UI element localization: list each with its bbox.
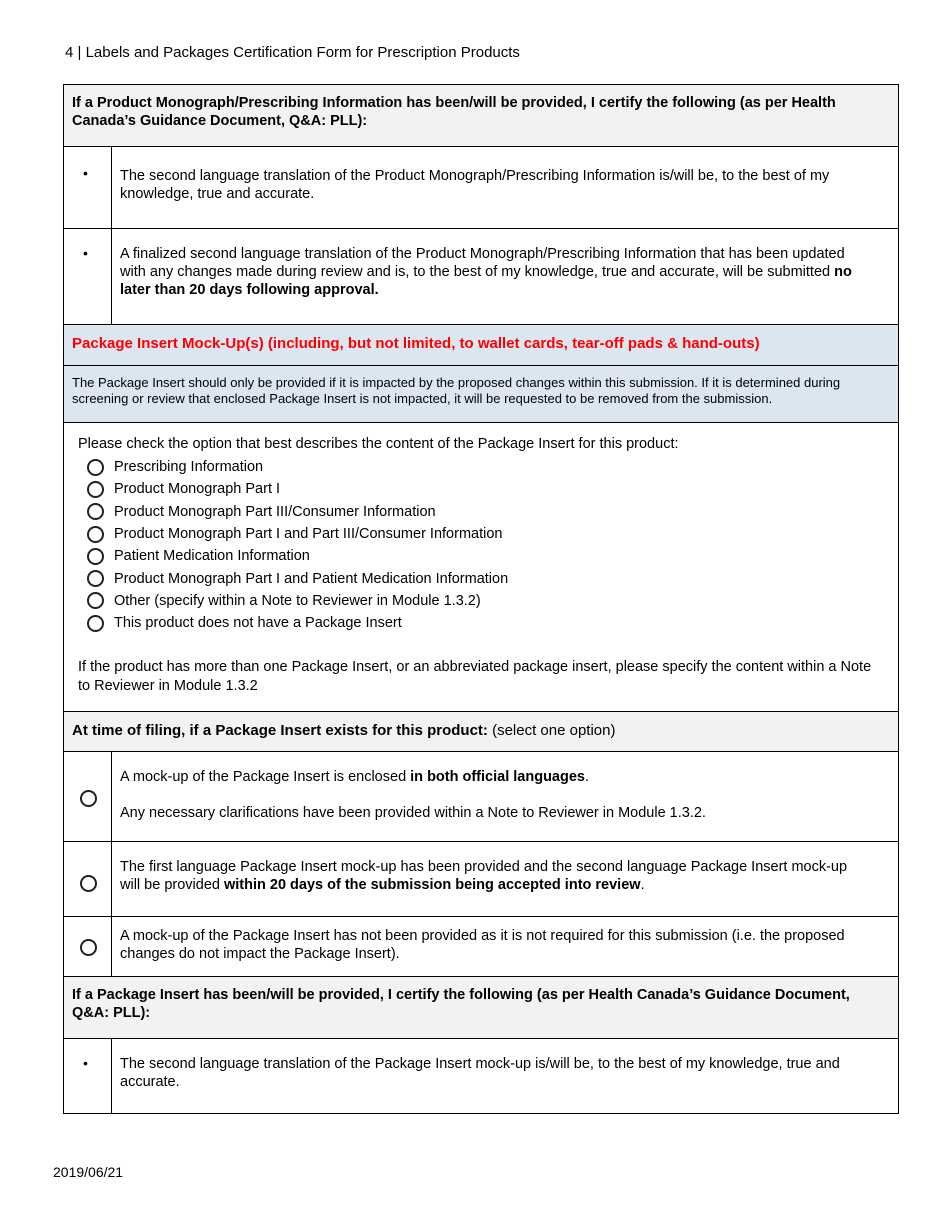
pi-cert-item-1: The second language translation of the Package Insert mock-up is/will be, to the best of my knowledge, true and accurate.	[120, 1056, 840, 1090]
radio-button[interactable]	[87, 503, 104, 520]
radio-button[interactable]	[87, 459, 104, 476]
pi-cert-heading: If a Package Insert has been/will be provided, I certify the following (as per Health Canada’s Guidance Document, Q&A: PLL):	[72, 987, 850, 1021]
option-no-package-insert[interactable]: This product does not have a Package Insert	[78, 612, 884, 634]
filing-option-2: The first language Package Insert mock-up has been provided and the second language Package Insert mock-up will be provided within 20 days of the submission being accepted into review.	[120, 859, 848, 893]
option-pm-part-1[interactable]: Product Monograph Part I	[78, 478, 884, 500]
package-insert-note: The Package Insert should only be provided if it is impacted by the proposed changes within this submission. If it is determined during screening or review that enclosed Package Insert is not impacted, it will be requested to be removed from the submission.	[72, 375, 841, 406]
bullet-icon: •	[83, 1055, 88, 1071]
filing-heading: At time of filing, if a Package Insert exists for this product: (select one option)	[72, 722, 616, 739]
pm-cert-item-1: The second language translation of the Product Monograph/Prescribing Information is/will be, to the best of my knowledge, true and accurate.	[120, 168, 830, 202]
filing-option-3-row	[64, 917, 898, 977]
option-other[interactable]: Other (specify within a Note to Reviewer in Module 1.3.2)	[78, 590, 884, 612]
filing-option-3-radio[interactable]	[80, 939, 97, 956]
filing-option-2-radio[interactable]	[80, 875, 97, 892]
bullet-icon: •	[83, 245, 88, 261]
pm-cert-item-2-row	[64, 229, 898, 325]
radio-button[interactable]	[87, 615, 104, 632]
filing-heading-row	[64, 712, 898, 752]
option-pm-part-3[interactable]: Product Monograph Part III/Consumer Information	[78, 501, 884, 523]
option-pm-part-1-and-pmi[interactable]: Product Monograph Part I and Patient Medication Information	[78, 567, 884, 589]
filing-option-2-row	[64, 842, 898, 917]
page-footer-date: 2019/06/21	[53, 1164, 124, 1180]
option-prescribing-information[interactable]: Prescribing Information	[78, 456, 884, 478]
pm-cert-item-2: A finalized second language translation of the Product Monograph/Prescribing Information that has been updated with any changes made during review and is, to the best of my knowledge, true and accurate, will be submitted no later than 20 days following approval.	[120, 246, 852, 298]
page-header: 4 | Labels and Packages Certification Form for Prescription Products	[65, 44, 520, 61]
certification-form-table	[63, 84, 899, 1114]
pm-cert-heading: If a Product Monograph/Prescribing Information has been/will be provided, I certify the following (as per Health Canada’s Guidance Document, Q&A: PLL):	[72, 95, 836, 129]
radio-button[interactable]	[87, 592, 104, 609]
package-insert-heading: Package Insert Mock-Up(s) (including, but not limited, to wallet cards, tear-off pads & hand-outs)	[72, 335, 760, 352]
option-pm-part-1-and-3[interactable]: Product Monograph Part I and Part III/Consumer Information	[78, 523, 884, 545]
pm-cert-heading-row	[64, 85, 898, 147]
option-patient-medication-info[interactable]: Patient Medication Information	[78, 545, 884, 567]
multiple-insert-note: If the product has more than one Package Insert, or an abbreviated package insert, please specify the content within a Note to Reviewer in Module 1.3.2	[78, 659, 872, 695]
radio-button[interactable]	[87, 526, 104, 543]
radio-button[interactable]	[87, 548, 104, 565]
filing-option-3: A mock-up of the Package Insert has not been provided as it is not required for this submission (i.e. the proposed changes do not impact the Package Insert).	[120, 928, 845, 962]
pi-cert-item-1-row	[64, 1039, 898, 1113]
pi-cert-heading-row	[64, 977, 898, 1039]
package-insert-heading-row	[64, 325, 898, 366]
radio-button[interactable]	[87, 570, 104, 587]
radio-button[interactable]	[87, 481, 104, 498]
bullet-icon: •	[83, 165, 88, 181]
package-insert-note-row	[64, 366, 898, 423]
filing-option-1-radio[interactable]	[80, 790, 97, 807]
package-insert-options-row	[64, 423, 898, 712]
filing-option-1: A mock-up of the Package Insert is enclosed in both official languages. Any necessary clarifications have been provided within a Note to Reviewer in Module 1.3.2.	[120, 769, 706, 821]
options-prompt: Please check the option that best describes the content of the Package Insert for this product:	[78, 436, 679, 452]
pm-cert-item-1-row	[64, 147, 898, 229]
filing-option-1-row	[64, 752, 898, 842]
